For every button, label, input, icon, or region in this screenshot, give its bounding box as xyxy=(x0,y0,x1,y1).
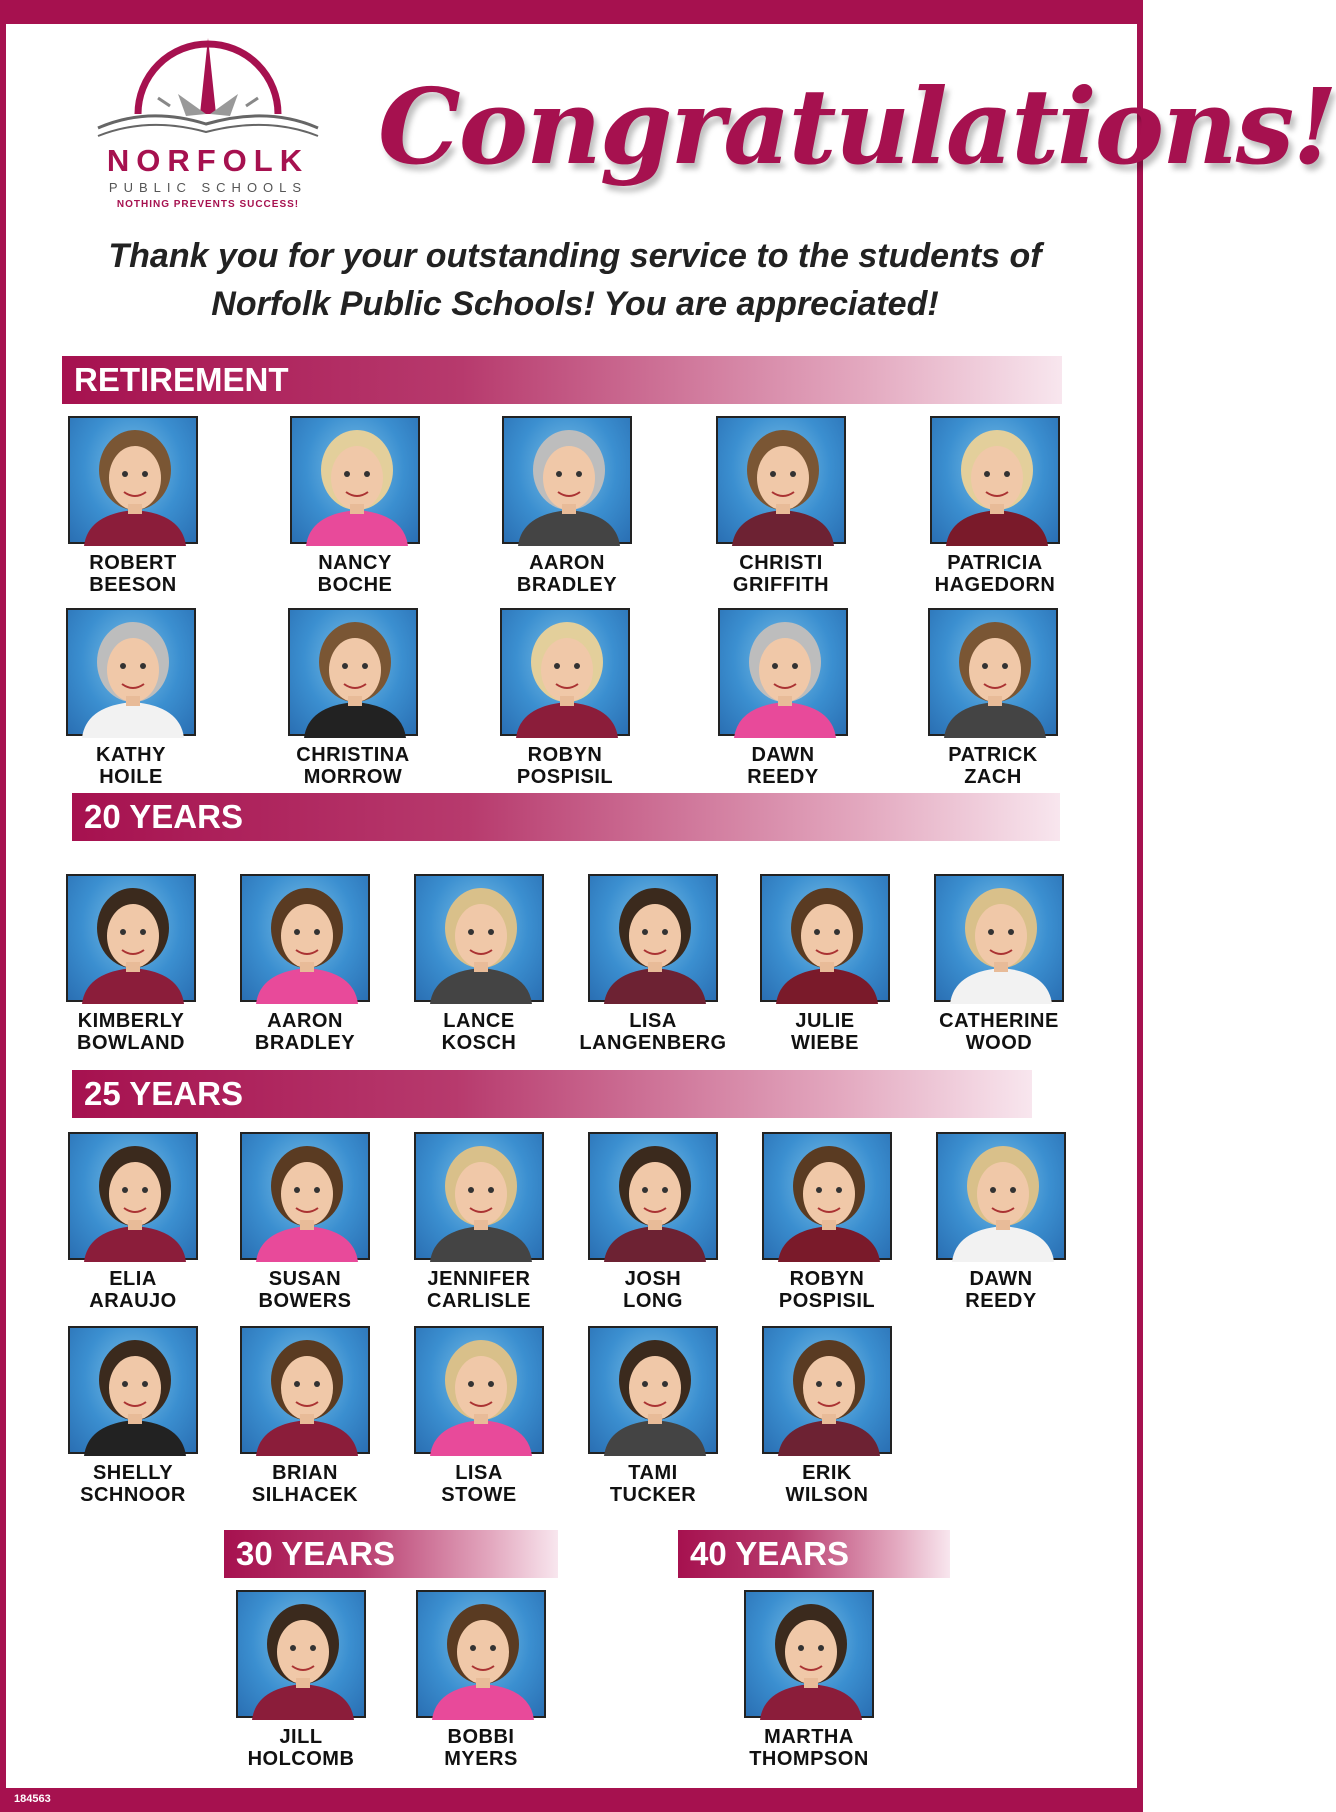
honoree-name xyxy=(487,552,647,596)
honoree-last-name: MORROW xyxy=(303,766,403,788)
forty-years-banner: 40 YEARS xyxy=(678,1530,950,1578)
portrait-photo xyxy=(588,1326,718,1454)
portrait-photo xyxy=(744,1590,874,1718)
honoree-last-name: CARLISLE xyxy=(427,1290,531,1312)
honoree-name xyxy=(399,1268,559,1312)
portrait-photo xyxy=(66,608,196,736)
honoree-name xyxy=(915,552,1075,596)
thirty-years-banner: 30 YEARS xyxy=(224,1530,558,1578)
portrait-photo xyxy=(928,608,1058,736)
portrait-photo xyxy=(416,1590,546,1718)
honoree-last-name: TUCKER xyxy=(609,1484,697,1506)
portrait-photo xyxy=(66,874,196,1002)
person-silhouette-icon xyxy=(68,876,198,1004)
honoree-last-name: SCHNOOR xyxy=(80,1484,186,1506)
honoree-name xyxy=(225,1010,385,1054)
person-silhouette-icon xyxy=(746,1592,876,1720)
portrait-photo xyxy=(414,1326,544,1454)
person-silhouette-icon xyxy=(416,1134,546,1262)
portrait-photo xyxy=(500,608,630,736)
person-silhouette-icon xyxy=(590,1328,720,1456)
honoree-first-name: JENNIFER xyxy=(427,1268,531,1290)
honoree-first-name: DAWN xyxy=(751,744,815,766)
honoree-name xyxy=(919,1010,1079,1054)
honoree-first-name: JOSH xyxy=(624,1268,682,1290)
person-silhouette-icon xyxy=(936,876,1066,1004)
honoree-first-name: DAWN xyxy=(969,1268,1033,1290)
honoree-name xyxy=(399,1462,559,1506)
honoree-name xyxy=(485,744,645,788)
person-silhouette-icon xyxy=(242,876,372,1004)
person-silhouette-icon xyxy=(590,1134,720,1262)
honoree-first-name: SHELLY xyxy=(92,1462,174,1484)
honoree-last-name: ARAUJO xyxy=(89,1290,177,1312)
honoree-name xyxy=(573,1010,733,1054)
honoree-last-name: STOWE xyxy=(441,1484,517,1506)
honoree-first-name: PATRICIA xyxy=(947,552,1043,574)
honoree-name xyxy=(225,1268,385,1312)
honoree-name xyxy=(53,1268,213,1312)
honoree-last-name: HAGEDORN xyxy=(934,574,1056,596)
thank-you-line-2: Norfolk Public Schools! You are appreciated! xyxy=(211,285,939,323)
norfolk-logo xyxy=(78,36,338,216)
person-silhouette-icon xyxy=(932,418,1062,546)
honoree-name xyxy=(913,744,1073,788)
twenty-years-banner: 20 YEARS xyxy=(72,793,1060,841)
honoree-last-name: BEESON xyxy=(89,574,177,596)
twenty-five-years-banner: 25 YEARS xyxy=(72,1070,1032,1118)
honoree-name xyxy=(273,744,433,788)
honoree-first-name: KIMBERLY xyxy=(77,1010,185,1032)
portrait-photo xyxy=(762,1132,892,1260)
honoree-name xyxy=(747,1462,907,1506)
honoree-name xyxy=(275,552,435,596)
person-silhouette-icon xyxy=(590,876,720,1004)
honoree-last-name: ZACH xyxy=(964,766,1022,788)
person-silhouette-icon xyxy=(70,1328,200,1456)
person-silhouette-icon xyxy=(718,418,848,546)
person-silhouette-icon xyxy=(764,1328,894,1456)
honoree-name xyxy=(51,1010,211,1054)
portrait-photo xyxy=(934,874,1064,1002)
person-silhouette-icon xyxy=(720,610,850,738)
thank-you-message xyxy=(80,232,1070,328)
portrait-photo xyxy=(930,416,1060,544)
person-silhouette-icon xyxy=(70,1134,200,1262)
honoree-last-name: BRADLEY xyxy=(516,574,618,596)
honoree-last-name: REEDY xyxy=(965,1290,1037,1312)
portrait-photo xyxy=(68,1132,198,1260)
portrait-photo xyxy=(588,1132,718,1260)
person-silhouette-icon xyxy=(68,610,198,738)
retirement-banner: RETIREMENT xyxy=(62,356,1062,404)
honoree-first-name: JILL xyxy=(279,1726,323,1748)
honoree-name xyxy=(51,744,211,788)
honoree-last-name: WOOD xyxy=(965,1032,1033,1054)
honoree-last-name: POSPISIL xyxy=(778,1290,876,1312)
honoree-name xyxy=(399,1010,559,1054)
honoree-first-name: CATHERINE xyxy=(939,1010,1059,1032)
honoree-first-name: MARTHA xyxy=(764,1726,854,1748)
honoree-first-name: AARON xyxy=(267,1010,343,1032)
portrait-photo xyxy=(716,416,846,544)
honoree-name xyxy=(573,1268,733,1312)
honoree-name xyxy=(53,1462,213,1506)
honoree-first-name: NANCY xyxy=(318,552,392,574)
honoree-first-name: LISA xyxy=(629,1010,677,1032)
honoree-first-name: LISA xyxy=(455,1462,503,1484)
thank-you-line-1: Thank you for your outstanding service to the students of xyxy=(108,237,1042,275)
portrait-photo xyxy=(936,1132,1066,1260)
honoree-last-name: BOWLAND xyxy=(77,1032,185,1054)
honoree-last-name: LONG xyxy=(623,1290,683,1312)
honoree-name xyxy=(729,1726,889,1770)
portrait-photo xyxy=(290,416,420,544)
person-silhouette-icon xyxy=(502,610,632,738)
person-silhouette-icon xyxy=(418,1592,548,1720)
honoree-name xyxy=(221,1726,381,1770)
honoree-name xyxy=(921,1268,1081,1312)
honoree-last-name: KOSCH xyxy=(441,1032,517,1054)
portrait-photo xyxy=(414,874,544,1002)
person-silhouette-icon xyxy=(938,1134,1068,1262)
honoree-first-name: AARON xyxy=(529,552,605,574)
person-silhouette-icon xyxy=(930,610,1060,738)
top-border-bar xyxy=(0,0,1143,24)
person-silhouette-icon xyxy=(416,1328,546,1456)
person-silhouette-icon xyxy=(292,418,422,546)
honoree-last-name: WILSON xyxy=(785,1484,869,1506)
portrait-photo xyxy=(68,1326,198,1454)
honoree-first-name: SUSAN xyxy=(268,1268,342,1290)
ad-number: 184563 xyxy=(14,1793,51,1805)
honoree-first-name: BOBBI xyxy=(447,1726,515,1748)
honoree-last-name: BOCHE xyxy=(317,574,393,596)
honoree-name xyxy=(573,1462,733,1506)
honoree-name xyxy=(747,1268,907,1312)
honoree-last-name: MYERS xyxy=(444,1748,518,1770)
person-silhouette-icon xyxy=(290,610,420,738)
honoree-last-name: REEDY xyxy=(747,766,819,788)
person-silhouette-icon xyxy=(242,1134,372,1262)
portrait-photo xyxy=(240,1132,370,1260)
honoree-name xyxy=(745,1010,905,1054)
compass-logo-icon xyxy=(78,36,338,146)
honoree-first-name: JULIE xyxy=(795,1010,855,1032)
honoree-last-name: POSPISIL xyxy=(516,766,614,788)
congratulations-headline: Congratulations! xyxy=(378,65,1336,188)
honoree-last-name: LANGENBERG xyxy=(579,1032,727,1054)
honoree-first-name: CHRISTINA xyxy=(296,744,410,766)
portrait-photo xyxy=(588,874,718,1002)
logo-name: NORFOLK xyxy=(106,143,310,178)
portrait-photo xyxy=(288,608,418,736)
portrait-photo xyxy=(414,1132,544,1260)
portrait-photo xyxy=(240,1326,370,1454)
honoree-last-name: SILHACEK xyxy=(251,1484,359,1506)
portrait-photo xyxy=(240,874,370,1002)
person-silhouette-icon xyxy=(416,876,546,1004)
honoree-name xyxy=(53,552,213,596)
honoree-first-name: ROBYN xyxy=(527,744,603,766)
honoree-last-name: HOLCOMB xyxy=(247,1748,355,1770)
honoree-first-name: LANCE xyxy=(443,1010,515,1032)
person-silhouette-icon xyxy=(70,418,200,546)
honoree-name xyxy=(701,552,861,596)
honoree-name xyxy=(401,1726,561,1770)
honoree-name xyxy=(225,1462,385,1506)
honoree-last-name: WIEBE xyxy=(790,1032,860,1054)
honoree-first-name: TAMI xyxy=(628,1462,678,1484)
honoree-first-name: CHRISTI xyxy=(739,552,823,574)
bottom-border-bar xyxy=(0,1788,1143,1812)
honoree-last-name: GRIFFITH xyxy=(732,574,830,596)
portrait-photo xyxy=(762,1326,892,1454)
person-silhouette-icon xyxy=(764,1134,894,1262)
honoree-first-name: KATHY xyxy=(96,744,166,766)
honoree-first-name: ELIA xyxy=(109,1268,157,1290)
portrait-photo xyxy=(502,416,632,544)
portrait-photo xyxy=(236,1590,366,1718)
honoree-first-name: ROBYN xyxy=(789,1268,865,1290)
honoree-first-name: ROBERT xyxy=(89,552,177,574)
honoree-last-name: HOILE xyxy=(99,766,163,788)
portrait-photo xyxy=(68,416,198,544)
person-silhouette-icon xyxy=(238,1592,368,1720)
portrait-photo xyxy=(760,874,890,1002)
honoree-first-name: ERIK xyxy=(802,1462,852,1484)
person-silhouette-icon xyxy=(762,876,892,1004)
honoree-first-name: BRIAN xyxy=(272,1462,338,1484)
person-silhouette-icon xyxy=(242,1328,372,1456)
logo-tagline: NOTHING PREVENTS SUCCESS! xyxy=(116,199,300,210)
person-silhouette-icon xyxy=(504,418,634,546)
honoree-last-name: THOMPSON xyxy=(749,1748,869,1770)
portrait-photo xyxy=(718,608,848,736)
honoree-last-name: BRADLEY xyxy=(254,1032,356,1054)
honoree-first-name: PATRICK xyxy=(948,744,1038,766)
logo-subtitle: PUBLIC SCHOOLS xyxy=(108,180,308,195)
honoree-last-name: BOWERS xyxy=(258,1290,352,1312)
honoree-name xyxy=(703,744,863,788)
